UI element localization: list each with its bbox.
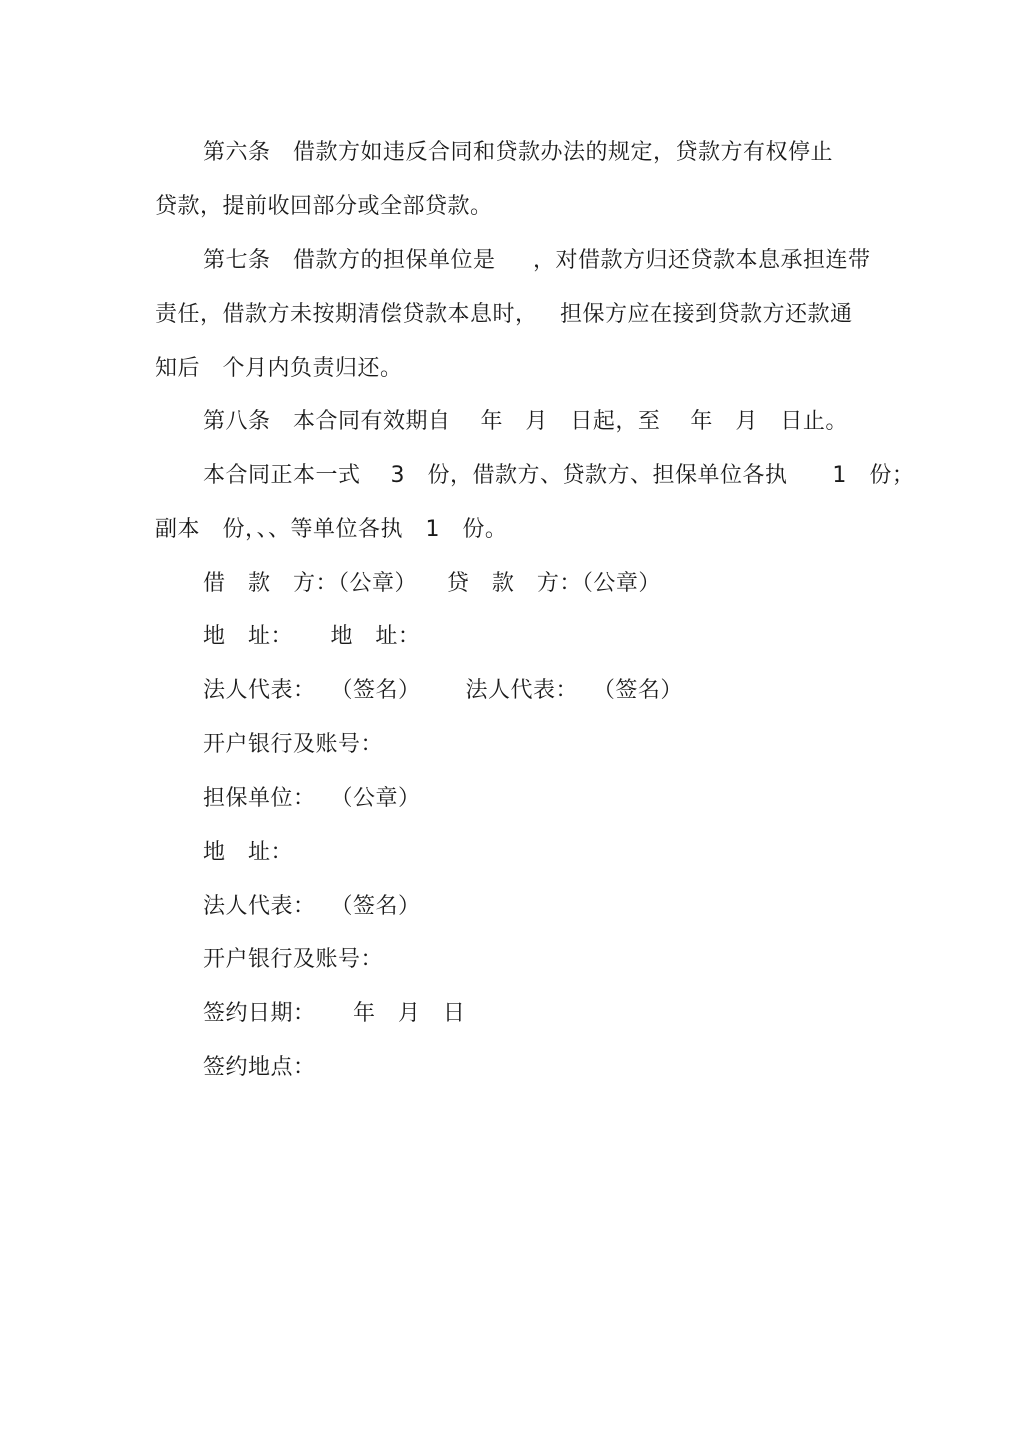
parties-address-line: 地 址： 地 址： xyxy=(203,624,421,649)
copies-line-2: 副本 份，、、等单位各执 1 份。 xyxy=(155,517,508,542)
copies-line-1: 本合同正本一式 3 份，借款方、贷款方、担保单位各执 1 份； xyxy=(203,463,915,488)
guarantor-representative-line: 法人代表： （签名） xyxy=(203,894,421,919)
article-8-line: 第八条 本合同有效期自 年 月 日起，至 年 月 日止。 xyxy=(203,409,848,434)
signing-date-line: 签约日期： 年 月 日 xyxy=(203,1001,466,1026)
article-7-line-1: 第七条 借款方的担保单位是 ，对借款方归还贷款本息承担连带 xyxy=(203,248,871,273)
article-7-line-3: 知后 个月内负责归还。 xyxy=(155,356,403,381)
bank-account-line: 开户银行及账号： xyxy=(203,732,384,757)
guarantor-bank-account-line: 开户银行及账号： xyxy=(203,947,384,972)
article-7-line-2: 责任，借款方未按期清偿贷款本息时， 担保方应在接到贷款方还款通 xyxy=(155,302,853,327)
parties-seal-line: 借 款 方：（公章） 贷 款 方：（公章） xyxy=(203,571,661,596)
signing-place-line: 签约地点： xyxy=(203,1055,316,1080)
article-6-line-1: 第六条 借款方如违反合同和贷款办法的规定，贷款方有权停止 xyxy=(203,140,833,165)
guarantor-seal-line: 担保单位： （公章） xyxy=(203,786,421,811)
guarantor-address-line: 地 址： xyxy=(203,840,293,865)
parties-representative-line: 法人代表： （签名） 法人代表： （签名） xyxy=(203,678,683,703)
article-6-line-2: 贷款，提前收回部分或全部贷款。 xyxy=(155,194,493,219)
